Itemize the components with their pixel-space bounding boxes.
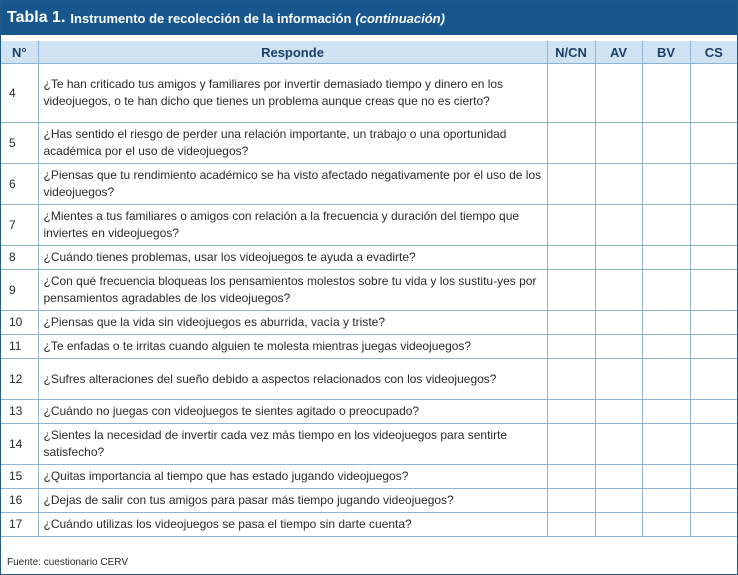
answer-cell-bv[interactable]	[642, 311, 690, 335]
answer-cell-ncn[interactable]	[547, 359, 595, 400]
answer-cell-ncn[interactable]	[547, 513, 595, 537]
answer-cell-bv[interactable]	[642, 64, 690, 123]
question-text: ¿Piensas que la vida sin videojuegos es aburrida, vacía y triste?	[38, 311, 547, 335]
answer-cell-cs[interactable]	[690, 465, 737, 489]
row-number: 17	[1, 513, 38, 537]
answer-cell-cs[interactable]	[690, 335, 737, 359]
answer-cell-ncn[interactable]	[547, 489, 595, 513]
table-row	[1, 270, 737, 311]
answer-cell-cs[interactable]	[690, 64, 737, 123]
answer-cell-bv[interactable]	[642, 359, 690, 400]
question-text: ¿Con qué frecuencia bloqueas los pensamientos molestos sobre tu vida y los sustitu-yes por pensamientos agradables de los videojuegos?	[38, 270, 547, 311]
question-text: ¿Quitas importancia al tiempo que has estado jugando videojuegos?	[38, 465, 547, 489]
answer-cell-cs[interactable]	[690, 424, 737, 465]
question-text: ¿Cuándo tienes problemas, usar los videojuegos te ayuda a evadirte?	[38, 246, 547, 270]
col-header-cs: CS	[690, 41, 737, 64]
col-header-ncn: N/CN	[547, 41, 595, 64]
answer-cell-av[interactable]	[595, 465, 642, 489]
col-header-bv: BV	[642, 41, 690, 64]
answer-cell-ncn[interactable]	[547, 64, 595, 123]
answer-cell-av[interactable]	[595, 513, 642, 537]
table-row	[1, 400, 737, 424]
answer-cell-cs[interactable]	[690, 205, 737, 246]
question-text: ¿Sientes la necesidad de invertir cada vez más tiempo en los videojuegos para sentirte satisfecho?	[38, 424, 547, 465]
table-row	[1, 513, 737, 537]
answer-cell-ncn[interactable]	[547, 164, 595, 205]
table-body	[1, 64, 737, 537]
table-row	[1, 465, 737, 489]
table-row	[1, 335, 737, 359]
header-row	[1, 41, 737, 64]
answer-cell-ncn[interactable]	[547, 311, 595, 335]
row-number: 10	[1, 311, 38, 335]
answer-cell-cs[interactable]	[690, 123, 737, 164]
table-row	[1, 123, 737, 164]
question-text: ¿Cuándo utilizas los videojuegos se pasa el tiempo sin darte cuenta?	[38, 513, 547, 537]
row-number: 6	[1, 164, 38, 205]
answer-cell-av[interactable]	[595, 424, 642, 465]
question-text: ¿Dejas de salir con tus amigos para pasar más tiempo jugando videojuegos?	[38, 489, 547, 513]
answer-cell-av[interactable]	[595, 123, 642, 164]
row-number: 16	[1, 489, 38, 513]
answer-cell-bv[interactable]	[642, 400, 690, 424]
answer-cell-bv[interactable]	[642, 205, 690, 246]
answer-cell-cs[interactable]	[690, 359, 737, 400]
answer-cell-bv[interactable]	[642, 246, 690, 270]
answer-cell-av[interactable]	[595, 64, 642, 123]
table-row	[1, 64, 737, 123]
answer-cell-bv[interactable]	[642, 164, 690, 205]
table-source: Fuente: cuestionario CERV	[7, 557, 128, 568]
answer-cell-cs[interactable]	[690, 400, 737, 424]
table-title: Instrumento de recolección de la información	[70, 10, 352, 26]
table-title-bar	[1, 1, 737, 35]
row-number: 8	[1, 246, 38, 270]
answer-cell-bv[interactable]	[642, 123, 690, 164]
table-row	[1, 359, 737, 400]
row-number: 11	[1, 335, 38, 359]
table-row	[1, 489, 737, 513]
col-header-av: AV	[595, 41, 642, 64]
answer-cell-av[interactable]	[595, 489, 642, 513]
answer-cell-cs[interactable]	[690, 311, 737, 335]
question-text: ¿Has sentido el riesgo de perder una relación importante, un trabajo o una oportunidad académica por el uso de videojuegos?	[38, 123, 547, 164]
answer-cell-cs[interactable]	[690, 270, 737, 311]
row-number: 7	[1, 205, 38, 246]
answer-cell-av[interactable]	[595, 270, 642, 311]
table-row	[1, 205, 737, 246]
answer-cell-bv[interactable]	[642, 513, 690, 537]
table-row	[1, 424, 737, 465]
row-number: 12	[1, 359, 38, 400]
row-number: 15	[1, 465, 38, 489]
answer-cell-bv[interactable]	[642, 424, 690, 465]
table-row	[1, 311, 737, 335]
table-label: Tabla 1.	[7, 9, 66, 26]
question-text: ¿Sufres alteraciones del sueño debido a aspectos relacionados con los videojuegos?	[38, 359, 547, 400]
answer-cell-av[interactable]	[595, 400, 642, 424]
answer-cell-av[interactable]	[595, 164, 642, 205]
table-row	[1, 164, 737, 205]
answer-cell-cs[interactable]	[690, 246, 737, 270]
row-number: 14	[1, 424, 38, 465]
answer-cell-av[interactable]	[595, 311, 642, 335]
col-header-question: Responde	[38, 41, 547, 64]
row-number: 13	[1, 400, 38, 424]
question-text: ¿Cuándo no juegas con videojuegos te sientes agitado o preocupado?	[38, 400, 547, 424]
answer-cell-ncn[interactable]	[547, 424, 595, 465]
answer-cell-ncn[interactable]	[547, 123, 595, 164]
question-text: ¿Te enfadas o te irritas cuando alguien te molesta mientras juegas videojuegos?	[38, 335, 547, 359]
answer-cell-bv[interactable]	[642, 270, 690, 311]
row-number: 4	[1, 64, 38, 123]
row-number: 5	[1, 123, 38, 164]
answer-cell-ncn[interactable]	[547, 400, 595, 424]
table-continuation: (continuación)	[355, 10, 445, 26]
question-text: ¿Te han criticado tus amigos y familiares por invertir demasiado tiempo y dinero en los videojuegos, o te han dicho que tienes un problema aunque creas que no es cierto?	[38, 64, 547, 123]
answer-cell-bv[interactable]	[642, 335, 690, 359]
answer-cell-ncn[interactable]	[547, 246, 595, 270]
row-number: 9	[1, 270, 38, 311]
question-text: ¿Mientes a tus familiares o amigos con relación a la frecuencia y duración del tiempo que inviertes en videojuegos?	[38, 205, 547, 246]
answer-cell-bv[interactable]	[642, 489, 690, 513]
questionnaire-table	[1, 41, 737, 537]
answer-cell-cs[interactable]	[690, 164, 737, 205]
answer-cell-av[interactable]	[595, 335, 642, 359]
answer-cell-ncn[interactable]	[547, 335, 595, 359]
answer-cell-cs[interactable]	[690, 489, 737, 513]
answer-cell-av[interactable]	[595, 205, 642, 246]
answer-cell-ncn[interactable]	[547, 270, 595, 311]
answer-cell-cs[interactable]	[690, 513, 737, 537]
answer-cell-bv[interactable]	[642, 465, 690, 489]
answer-cell-av[interactable]	[595, 246, 642, 270]
table-row	[1, 246, 737, 270]
answer-cell-av[interactable]	[595, 359, 642, 400]
col-header-number: N°	[1, 41, 38, 64]
answer-cell-ncn[interactable]	[547, 465, 595, 489]
question-text: ¿Piensas que tu rendimiento académico se ha visto afectado negativamente por el uso de los videojuegos?	[38, 164, 547, 205]
answer-cell-ncn[interactable]	[547, 205, 595, 246]
